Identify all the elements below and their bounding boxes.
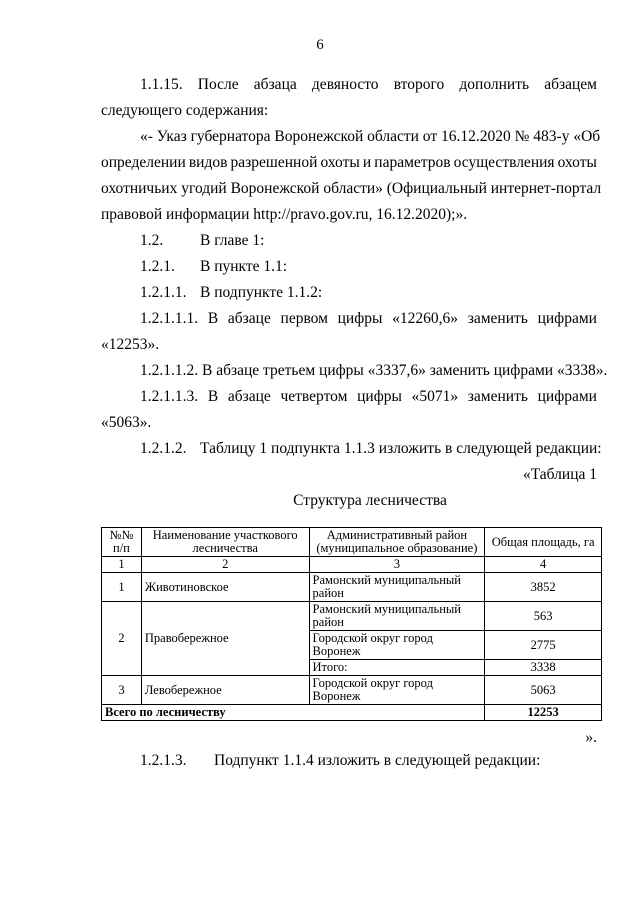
table-row [102, 676, 602, 705]
table-reference: «Таблица 1 [522, 466, 597, 483]
word: охоты [320, 154, 360, 171]
column-number-row [102, 557, 602, 573]
word: второго [393, 76, 445, 93]
section-1-2-1-1-3-line-2: «5063». [101, 414, 152, 431]
district: Рамонский муниципальный район [309, 573, 485, 602]
word: заменить [467, 310, 528, 327]
word: параметров [374, 154, 451, 171]
quote-line-2 [101, 154, 597, 172]
column-number: 2 [141, 557, 309, 573]
word: цифрами [537, 310, 597, 327]
total-label: Всего по лесничеству [102, 705, 485, 721]
section-1-2-1-number: 1.2.1. [140, 258, 175, 275]
word: В [207, 388, 219, 405]
word: цифры [337, 310, 383, 327]
row-number: 2 [102, 602, 142, 676]
word: абзаце [227, 388, 271, 405]
district: Городской округ город Воронеж [309, 631, 485, 660]
forestry-name: Левобережное [141, 676, 309, 705]
word: и [362, 154, 372, 171]
word: 1.2.1.1.3. [140, 388, 199, 405]
word: четвертом [280, 388, 348, 405]
word: девяносто [311, 76, 379, 93]
section-1-2-1-1-text: В подпункте 1.1.2: [200, 284, 323, 301]
word: видов [188, 154, 228, 171]
word: разрешенной [230, 154, 318, 171]
word: абзаца [253, 76, 297, 93]
section-1-2-1-1-1-line-1 [140, 310, 597, 328]
area: 2775 [485, 631, 602, 660]
column-number: 4 [485, 557, 602, 573]
district: Городской округ город Воронеж [309, 676, 485, 705]
row-number: 1 [102, 573, 142, 602]
quote-line-1: «- Указ губернатора Воронежской области от 16.12.2020 № 483-у «Об [140, 128, 601, 145]
section-1-2-1-1-2: 1.2.1.1.2. В абзаце третьем цифры «3337,6» заменить цифрами «3338». [140, 362, 608, 379]
forestry-name: Правобережное [141, 602, 309, 676]
word: В [207, 310, 219, 327]
header-number: №№ п/п [102, 528, 142, 557]
column-number: 3 [309, 557, 485, 573]
section-1-2-1-1-number: 1.2.1.1. [140, 284, 187, 301]
word: абзаце [227, 310, 271, 327]
word: первом [280, 310, 328, 327]
header-forestry-name: Наименование участкового лесничества [141, 528, 309, 557]
word: дополнить [459, 76, 530, 93]
word: определении [101, 154, 186, 171]
section-1-2-1-3-text: Подпункт 1.1.4 изложить в следующей редакции: [214, 752, 541, 769]
area: 3852 [485, 573, 602, 602]
word: осуществления [453, 154, 555, 171]
forestry-name: Животиновское [141, 573, 309, 602]
table-title: Структура лесничества [293, 492, 447, 509]
paragraph-1-1-15-line-1 [140, 76, 597, 94]
page-number: 6 [316, 37, 324, 53]
header-area: Общая площадь, га [485, 528, 602, 557]
word: «12260,6» [392, 310, 459, 327]
word: 1.2.1.1.1. [140, 310, 199, 327]
table-row [102, 602, 602, 631]
total-row [102, 705, 602, 721]
total-value: 12253 [485, 705, 602, 721]
table-row [102, 573, 602, 602]
section-1-2-1-1-3-line-1 [140, 388, 597, 406]
paragraph-1-1-15-line-2: следующего содержания: [101, 102, 269, 119]
column-number: 1 [102, 557, 142, 573]
word: абзацем [544, 76, 597, 93]
section-1-2-1-3-number: 1.2.1.3. [140, 752, 187, 769]
section-1-2-1-text: В пункте 1.1: [200, 258, 288, 275]
closing-quote: ». [585, 729, 597, 746]
subtotal-label: Итого: [309, 660, 485, 676]
header-district: Административный район (муниципальное образование) [309, 528, 485, 557]
section-1-2-1-1-1-line-2: «12253». [101, 336, 160, 353]
table-header-row [102, 528, 602, 557]
word: «5071» [411, 388, 459, 405]
section-1-2-text: В главе 1: [200, 232, 265, 249]
quote-line-4: правовой информации http://pravo.gov.ru, 16.12.2020);». [101, 206, 468, 223]
section-1-2-1-2-number: 1.2.1.2. [140, 440, 187, 457]
section-1-2-1-2-text: Таблицу 1 подпункта 1.1.3 изложить в следующей редакции: [200, 440, 602, 457]
paragraph-number: 1.1.15. [140, 76, 183, 93]
quote-line-3: охотничьих угодий Воронежской области» (Официальный интернет-портал [101, 180, 602, 197]
section-1-2-number: 1.2. [140, 232, 164, 249]
word: охоты [557, 154, 597, 171]
row-number: 3 [102, 676, 142, 705]
area: 563 [485, 602, 602, 631]
forestry-structure-table [101, 527, 602, 721]
district: Рамонский муниципальный район [309, 602, 485, 631]
subtotal-value: 3338 [485, 660, 602, 676]
area: 5063 [485, 676, 602, 705]
word: заменить [467, 388, 528, 405]
word: После [197, 76, 239, 93]
word: цифры [357, 388, 402, 405]
word: цифрами [537, 388, 597, 405]
